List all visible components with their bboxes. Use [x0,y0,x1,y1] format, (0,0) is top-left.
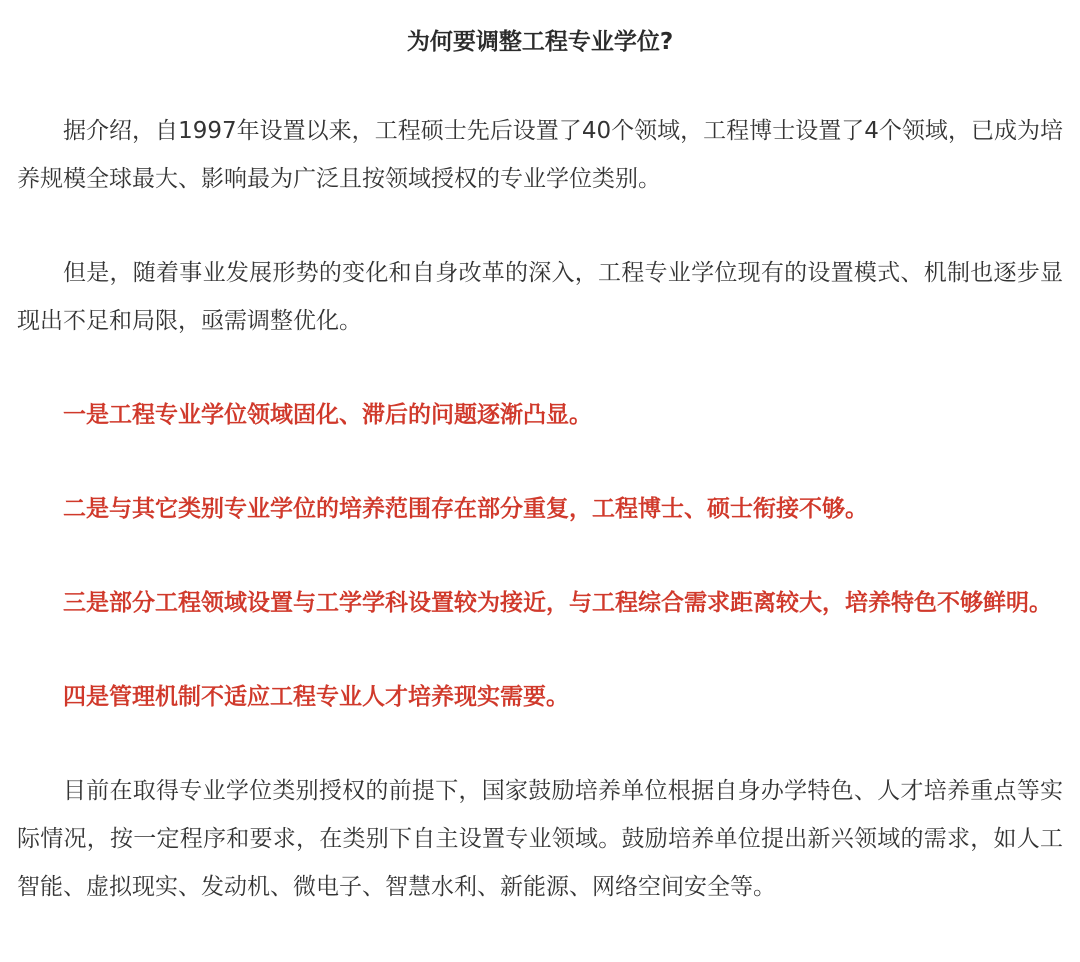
highlight-point-1: 一是工程专业学位领域固化、滞后的问题逐渐凸显。 [63,402,592,428]
paragraph-problem: 但是，随着事业发展形势的变化和自身改革的深入，工程专业学位现有的设置模式、机制也逐步显现出不足和局限，亟需调整优化。 [17,260,1063,334]
article-title: 为何要调整工程专业学位? [406,29,674,55]
paragraph-policy: 目前在取得专业学位类别授权的前提下，国家鼓励培养单位根据自身办学特色、人才培养重点等实际情况，按一定程序和要求，在类别下自主设置专业领域。鼓励培养单位提出新兴领域的需求，如人工智能、虚拟现实、发动机、微电子、智慧水利、新能源、网络空间安全等。 [17,778,1063,900]
highlight-point-4: 四是管理机制不适应工程专业人才培养现实需要。 [63,684,569,710]
highlight-point-2: 二是与其它类别专业学位的培养范围存在部分重复，工程博士、硕士衔接不够。 [63,496,868,522]
article [17,20,1063,911]
paragraph-intro: 据介绍，自1997年设置以来，工程硕士先后设置了40个领域，工程博士设置了4个领域，已成为培养规模全球最大、影响最为广泛且按领域授权的专业学位类别。 [17,118,1063,192]
highlight-point-3: 三是部分工程领域设置与工学学科设置较为接近，与工程综合需求距离较大，培养特色不够鲜明。 [63,590,1052,616]
